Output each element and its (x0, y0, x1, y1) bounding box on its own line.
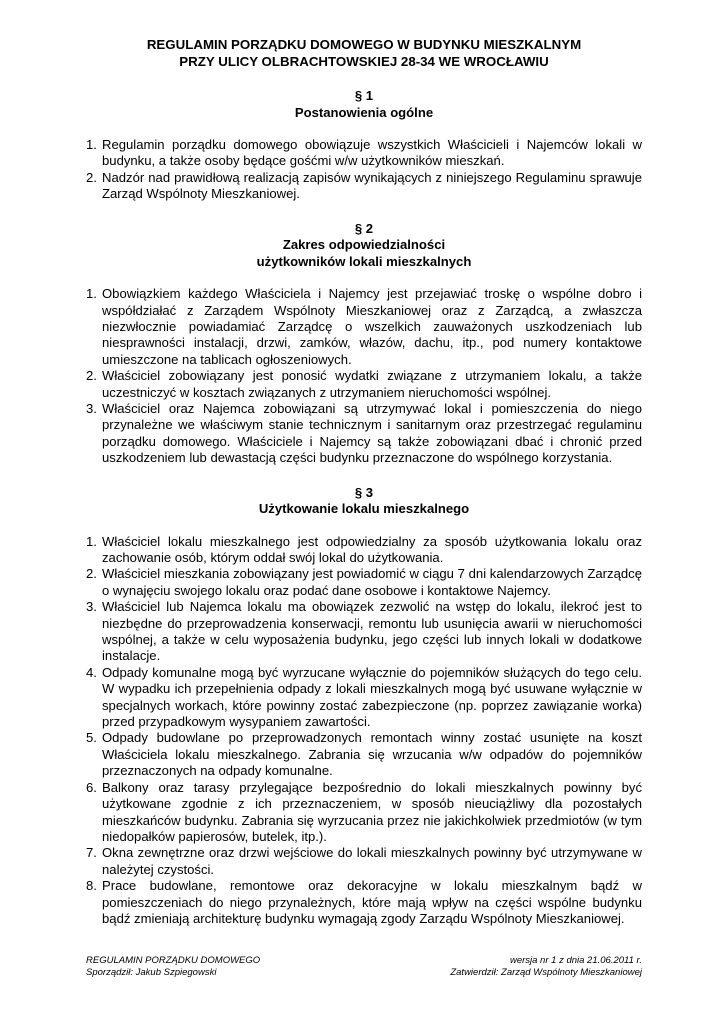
section-title: użytkowników lokali mieszkalnych (256, 253, 472, 269)
list-item (86, 730, 642, 779)
footer-right (450, 955, 642, 979)
footer-version: wersja nr 1 z dnia 21.06.2011 r. (509, 955, 642, 966)
list-item-number: 8. (86, 878, 97, 894)
footer-doc-name: REGULAMIN PORZĄDKU DOMOWEGO (86, 955, 261, 966)
list-item-text: Regulamin porządku domowego obowiązuje wszystkich Właścicieli i Najemców lokali w budynku, a także osoby będące gośćmi w/w użytkowników mieszkań. (102, 137, 642, 169)
page-footer (86, 955, 642, 979)
list-item-text: Odpady budowlane po przeprowadzonych remontach winny zostać usunięte na koszt Właściciela lokalu mieszkalnego. Zabrania się wrzucania w/w odpadów do pojemników przeznaczonych na odpady komunalne. (102, 730, 642, 779)
list-item-number: 2. (86, 169, 97, 185)
section-title: Zakres odpowiedzialności (282, 237, 446, 253)
list-item-number: 7. (86, 845, 97, 861)
list-item-text: Właściciel lokalu mieszkalnego jest odpowiedzialny za sposób użytkowania lokalu oraz zachowanie osób, którym oddał swój lokal do użytkowania. (102, 533, 642, 565)
section-heading (86, 221, 642, 271)
section-list (86, 137, 642, 203)
list-item-number: 5. (86, 730, 97, 746)
list-item-text: Balkony oraz tarasy przylegające bezpośrednio do lokali mieszkalnych powinny być użytkowane zgodnie z ich przeznaczeniem, w sposób nieuciążliwy dla pozostałych mieszkańców budynku. Zabrania się wyrzucania przez nie jakichkolwiek przedmiotów (w tym niedopałków papierosów, butelek, itp.). (102, 779, 642, 844)
list-item-text: Właściciel mieszkania zobowiązany jest powiadomić w ciągu 7 dni kalendarzowych Zarządcę o wynajęciu swojego lokalu oraz podać dane osobowe i kontaktowe Najemcy. (102, 566, 642, 598)
document-title (86, 36, 642, 70)
list-item (86, 534, 642, 567)
section-number: § 3 (354, 484, 374, 500)
list-item-number: 1. (86, 286, 97, 302)
footer-approved-by: Zatwierdził: Zarząd Wspólnoty Mieszkaniowej (450, 967, 642, 978)
list-item (86, 137, 642, 170)
list-item-number: 2. (86, 368, 97, 384)
list-item (86, 286, 642, 368)
list-item-text: Okna zewnętrzne oraz drzwi wejściowe do lokali mieszkalnych powinny być utrzymywane w należytej czystości. (102, 845, 642, 877)
list-item (86, 170, 642, 203)
list-item (86, 401, 642, 467)
list-item-number: 1. (86, 137, 97, 152)
list-item-number: 1. (86, 533, 97, 549)
list-item-text: Nadzór nad prawidłową realizacją zapisów wynikających z niniejszego Regulaminu sprawuje Zarząd Wspólnoty Mieszkaniowej. (102, 169, 642, 202)
list-item (86, 665, 642, 731)
section-heading (86, 88, 642, 121)
list-item-number: 6. (86, 779, 97, 795)
title-line-2: PRZY ULICY OLBRACHTOWSKIEJ 28-34 WE WROCŁAWIU (179, 54, 549, 69)
footer-author: Sporządził: Jakub Szpiegowski (86, 967, 217, 978)
list-item (86, 780, 642, 846)
section-list (86, 286, 642, 466)
list-item (86, 566, 642, 599)
sections-container (86, 88, 642, 927)
footer-left (86, 955, 260, 979)
list-item-text: Właściciel lub Najemca lokalu ma obowiązek zezwolić na wstęp do lokalu, ilekroć jest to niezbędne do przeprowadzenia konserwacji, remontu lub usunięcia awarii w nieruchomości wspólnej, a także w celu wyposażenia budynku, jego części lub innych lokali w dodatkowe instalacje. (102, 599, 642, 664)
list-item-text: Obowiązkiem każdego Właściciela i Najemcy jest przejawiać troskę o wspólne dobro i współdziałać z Zarządem Wspólnoty Mieszkaniowej oraz z Zarządcą, a zwłaszcza niezwłocznie powiadamiać Zarządcę o wszelkich zauważonych uszkodzeniach lub niesprawności instalacji, drzwi, zamków, włazów, dachu, itp., pod numery kontaktowe umieszczone na tablicach ogłoszeniowych. (102, 286, 642, 367)
list-item-number: 3. (86, 400, 97, 416)
section-heading (86, 485, 642, 518)
list-item-number: 2. (86, 566, 97, 582)
list-item-number: 4. (86, 664, 97, 680)
list-item (86, 878, 642, 927)
section-number: § 2 (354, 220, 374, 236)
list-item-text: Właściciel zobowiązany jest ponosić wydatki związane z utrzymaniem lokalu, a także uczestniczyć w kosztach związanych z utrzymaniem nieruchomości wspólnej. (102, 368, 642, 400)
section-title: Postanowienia ogólne (294, 104, 434, 120)
list-item-text: Prace budowlane, remontowe oraz dekoracyjne w lokalu mieszkalnym bądź w pomieszczeniach do niego przynależnych, które mają wpływ na części wspólne budynku bądź zmieniają architekturę budynku wymagają zgody Zarządu Wspólnoty Mieszkaniowej. (102, 878, 642, 926)
title-line-1: REGULAMIN PORZĄDKU DOMOWEGO W BUDYNKU MIESZKALNYM (146, 37, 582, 52)
section-number: § 1 (354, 88, 374, 103)
list-item (86, 845, 642, 878)
list-item (86, 599, 642, 665)
list-item-text: Właściciel oraz Najemca zobowiązani są utrzymywać lokal i pomieszczenia do niego przynależne we właściwym stanie technicznym i sanitarnym oraz przestrzegać regulaminu porządku domowego. Właściciele i Najemcy są także zobowiązani dbać i chronić przed uszkodzeniem lub dewastacją części budynku przeznaczone do wspólnego korzystania. (102, 400, 642, 466)
section-title: Użytkowanie lokalu mieszkalnego (258, 501, 470, 517)
document-page (86, 36, 642, 927)
section-list (86, 534, 642, 928)
list-item-text: Odpady komunalne mogą być wyrzucane wyłącznie do pojemników służących do tego celu. W wypadku ich przepełnienia odpady z lokali mieszkalnych mogą być usuwane wyłącznie w specjalnych workach, które powinny zostać zabezpieczone (np. poprzez zawiązanie worka) przed przypadkowym wysypaniem zawartości. (102, 664, 642, 730)
list-item (86, 368, 642, 401)
list-item-number: 3. (86, 599, 97, 615)
